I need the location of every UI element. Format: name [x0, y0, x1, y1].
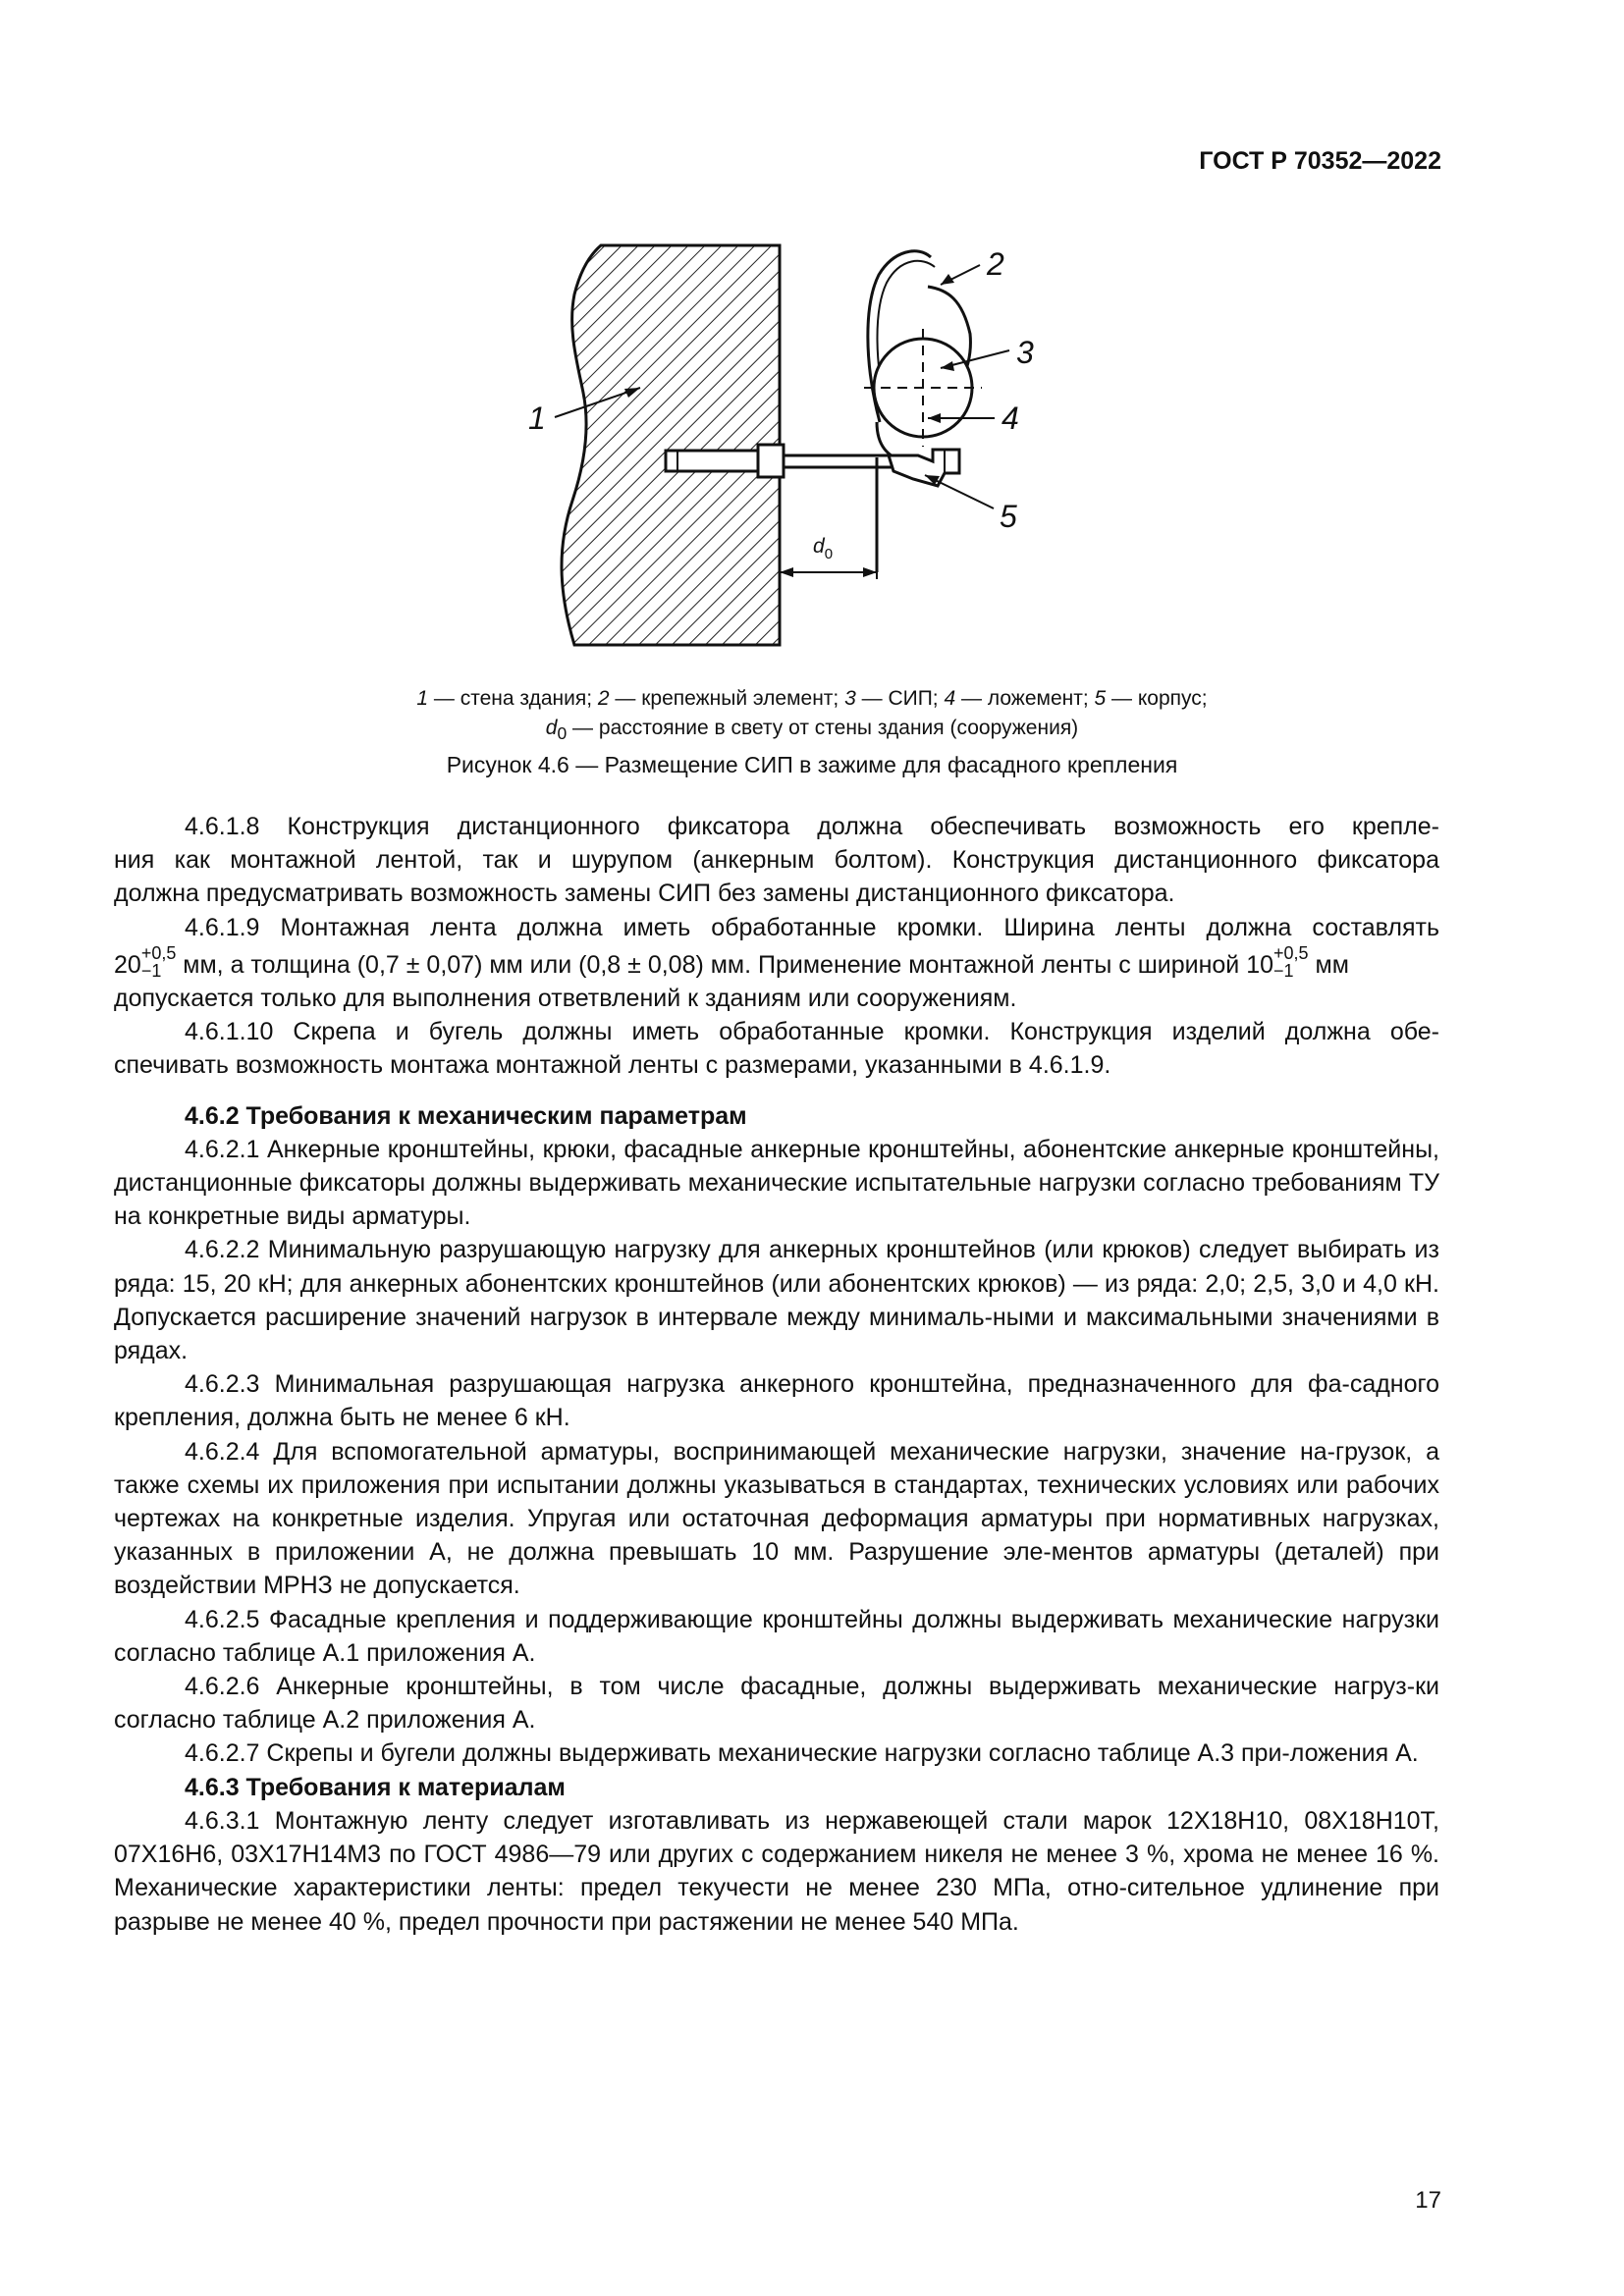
- paragraph-4-6-1-9: 4.6.1.9 Монтажная лента должна иметь обработанные кромки. Ширина ленты должна составлять: [185, 913, 1439, 941]
- document-header: ГОСТ Р 70352—2022: [1199, 147, 1441, 175]
- figure-legend: 1 — стена здания; 2 — крепежный элемент; 3 — СИП; 4 — ложемент; 5 — корпус; $d_0$ — расстояние в свету от стены здания (сооружения): [416, 687, 1208, 744]
- heading-4-6-2: 4.6.2 Требования к механическим параметрам: [185, 1101, 747, 1130]
- label-5: 5: [1000, 499, 1017, 534]
- label-3: 3: [1016, 335, 1034, 370]
- paragraph-4-6-2-7: 4.6.2.7 Скрепы и бугели должны выдерживать механические нагрузки согласно таблице А.3 при-ложения А.: [185, 1739, 1419, 1768]
- bolt-nut: [758, 445, 784, 477]
- building-wall: [562, 245, 780, 645]
- paragraph-4-6-2-5: 4.6.2.5 Фасадные крепления и поддерживающие кронштейны должны выдерживать механические нагрузки согласно таблице А.1 приложения А.: [114, 1605, 1439, 1667]
- paragraph-4-6-2-1: 4.6.2.1 Анкерные кронштейны, крюки, фасадные анкерные кронштейны, абонентские анкерные кронштейны, дистанционные фиксаторы должны выдерживать механические испытательные нагрузки согласно требованиям ТУ на конкретные виды арматуры.: [114, 1135, 1439, 1231]
- paragraph-4-6-2-2: 4.6.2.2 Минимальную разрушающую нагрузку для анкерных кронштейнов (или крюков) следует выбирать из ряда: 15, 20 кН; для анкерных абонентских кронштейнов (или абонентских крюков) — из ряда: 2,0; 2,5, 3,0 и 4,0 кН. Допускается расширение значений нагрузок в интервале между минималь-ными и максимальными значениями в рядах.: [114, 1236, 1439, 1365]
- paragraph-4-6-2-4: 4.6.2.4 Для вспомогательной арматуры, воспринимающей механические нагрузки, значение на-грузок, а также схемы их приложения при испытании должны указываться в стандартах, технических условиях или рабочих чертежах на конкретные изделия. Упругая или остаточная деформация арматуры при нормативных нагрузках, указанных в приложении А, не должна превышать 10 мм. Разрушение эле-ментов арматуры (деталей) при воздействии МРНЗ не допускается.: [114, 1437, 1439, 1600]
- page-number: 17: [1415, 2187, 1441, 2214]
- paragraph-4-6-2-6: 4.6.2.6 Анкерные кронштейны, в том числе фасадные, должны выдерживать механические нагруз-ки согласно таблице А.2 приложения А.: [114, 1673, 1439, 1735]
- figure-4-6: [0, 0, 1624, 687]
- paragraph-4-6-3-1: 4.6.3.1 Монтажную ленту следует изготавливать из нержавеющей стали марок 12Х18Н10, 08Х18Н10Т, 07Х16Н6, 03Х17Н14М3 по ГОСТ 4986—79 или других с содержанием никеля не менее 3 %, хрома не менее 16 %. Механические характеристики ленты: предел текучести не менее 230 МПа, отно-сительное удлинение при разрыве не менее 40 %, предел прочности при растяжении не менее 540 МПа.: [114, 1806, 1439, 1936]
- paragraph-4-6-1-10: 4.6.1.10 Скрепа и бугель должны иметь обработанные кромки. Конструкция изделий должна обе-: [185, 1018, 1439, 1046]
- paragraph-4-6-2-3: 4.6.2.3 Минимальная разрушающая нагрузка анкерного кронштейна, предназначенного для фа-садного крепления, должна быть не менее 6 кН.: [114, 1370, 1439, 1432]
- label-4: 4: [1001, 400, 1019, 436]
- label-1: 1: [528, 400, 546, 436]
- figure-caption: Рисунок 4.6 — Размещение СИП в зажиме для фасадного крепления: [446, 752, 1178, 777]
- label-2: 2: [987, 246, 1004, 282]
- heading-4-6-3: 4.6.3 Требования к материалам: [185, 1773, 566, 1801]
- paragraph-4-6-1-8: 4.6.1.8 Конструкция дистанционного фиксатора должна обеспечивать возможность его крепле-: [185, 813, 1439, 840]
- body-text: 4.6.1.8 Конструкция дистанционного фиксатора должна обеспечивать возможность его крепле- ния как монтажной лентой, так и шурупом (анкерным болтом). Конструкция дистанционного фиксатора должна предусматривать возможность замены СИП без замены дистанционного фиксатора. 4.6.1.9 Монтажная лента должна иметь обработанные кромки. Ширина ленты должна составлять 20 +0,5 −1 мм, а толщина (0,7 ± 0,07) мм или (0,8 ± 0,08) мм. Применение монтажной ленты с шириной 10 +0,5 −1 мм допускается только для выполнения ответвлений к зданиям или сооружениям. 4.6.1.10 Скрепа и бугель должны иметь обработанные кромки. Конструкция изделий должна обе- спечивать возможность монтажа монтажной ленты с размерами, указанными в 4.6.1.9. 4.6.2 Требования к механическим параметрам 4.6.2.1 Анкерные кронштейны, крюки, фасадные анкерные кронштейны, абонентские анкерные кронштейны, дистанционные фиксаторы должны выдерживать механические испытательные нагрузки согласно требованиям ТУ на конкретные виды арматуры. 4.6.2.2 Минимальную разрушающую нагрузку для анкерных кронштейнов (или крюков) следует выбирать из ряда: 15, 20 кН; для анкерных абонентских кронштейнов (или абонентских крюков) — из ряда: 2,0; 2,5, 3,0 и 4,0 кН. Допускается расширение значений нагрузок в интервале между минималь-ными и максимальными значениями в рядах. 4.6.2.3 Минимальная разрушающая нагрузка анкерного кронштейна, предназначенного для фа-садного крепления, должна быть не менее 6 кН. 4.6.2.4 Для вспомогательной арматуры, воспринимающей механические нагрузки, значение на-грузок, а также схемы их приложения при испытании должны указываться в стандартах, технических условиях или рабочих чертежах на конкретные изделия. Упругая или остаточная деформация арматуры при нормативных нагрузках, указанных в приложении А, не должна превышать 10 мм. Разрушение эле-ментов арматуры (деталей) при воздействии МРНЗ не допускается. 4.6.2.5 Фасадные крепления и поддерживающие кронштейны должны выдерживать механические нагрузки согласно таблице А.1 приложения А. 4.6.2.6 Анкерные кронштейны, в том числе фасадные, должны выдерживать механические нагруз-ки согласно таблице А.2 приложения А. 4.6.2.7 Скрепы и бугели должны выдерживать механические нагрузки согласно таблице А.3 при-ложения А. 4.6.3 Требования к материалам 4.6.3.1 Монтажную ленту следует изготавливать из нержавеющей стали марок 12Х18Н10, 08Х18Н10Т, 07Х16Н6, 03Х17Н14М3 по ГОСТ 4986—79 или других с содержанием никеля не менее 3 %, хрома не менее 16 %. Механические характеристики ленты: предел текучести не менее 230 МПа, отно-сительное удлинение при разрыве не менее 40 %, предел прочности при растяжении не менее 540 МПа.: [114, 810, 1439, 1939]
- label-d0: $d_0$: [813, 535, 834, 562]
